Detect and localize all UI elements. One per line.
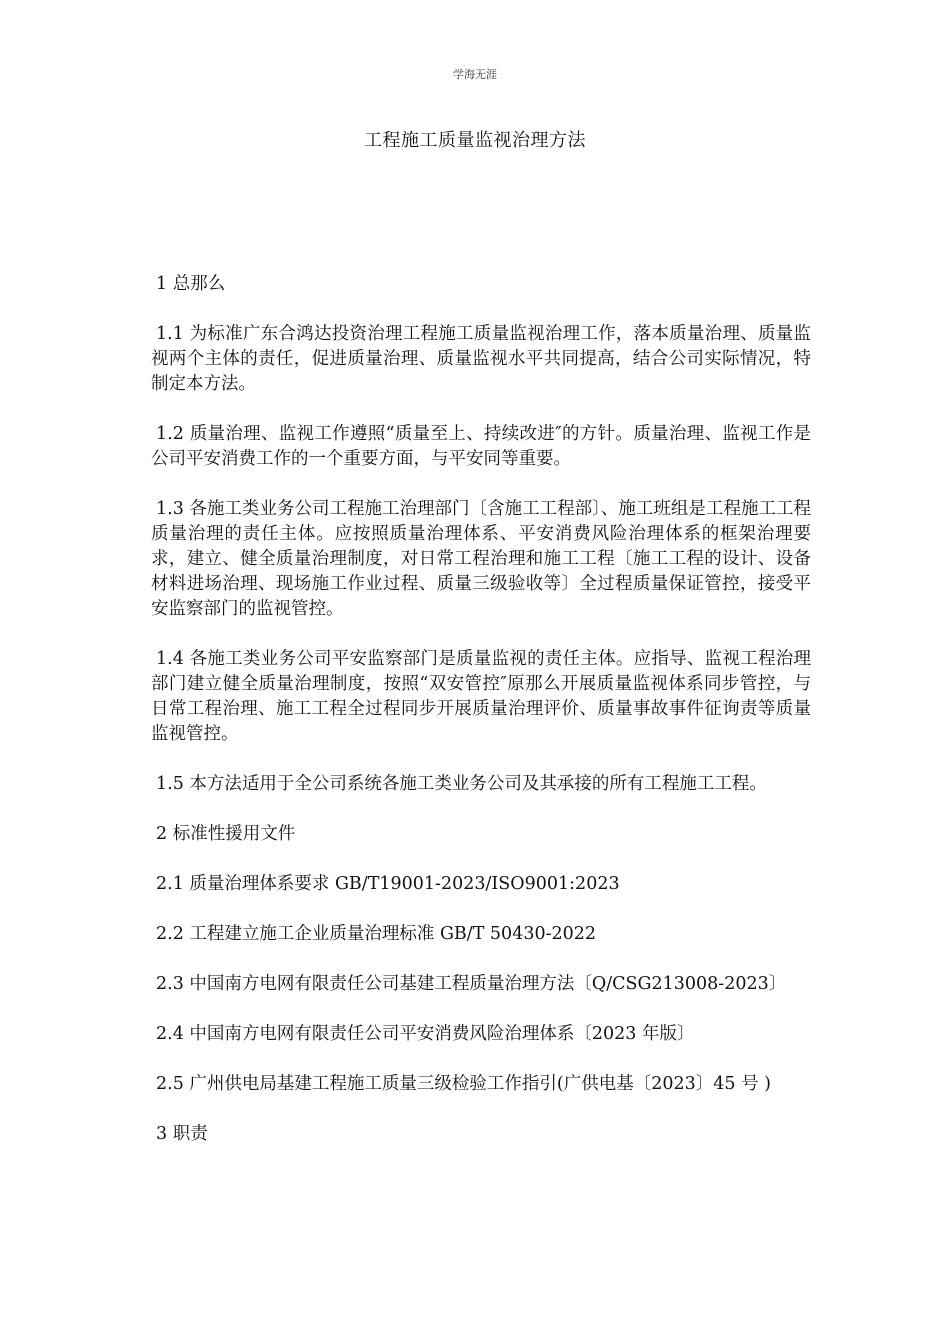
clause-1-4: 1.4 各施工类业务公司平安监察部门是质量监视的责任主体。应指导、监视工程治理部门建立健全质量治理制度，按照“双安管控″原那么开展质量监视体系同步管控，与日常工程治理、施工工程全过程同步开展质量治理评价、质量事故事件征询责等质量监视管控。: [151, 649, 811, 744]
document-title: 工程施工质量监视治理方法: [364, 130, 586, 151]
clause-1-5: 1.5 本方法适用于全公司系统各施工类业务公司及其承接的所有工程施工工程。: [156, 774, 767, 794]
clause-1-3: 1.3 各施工类业务公司工程施工治理部门〔含施工工程部〕、施工班组是工程施工工程质量治理的责任主体。应按照质量治理体系、平安消费风险治理体系的框架治理要求，建立、健全质量治理制度，对日常工程治理和施工工程〔施工工程的设计、设备材料进场治理、现场施工作业过程、质量三级验收等〕全过程质量保证管控，接受平安监察部门的监视管控。: [151, 499, 811, 619]
section-heading-references: 2 标准性援用文件: [156, 824, 296, 844]
reference-2-4: 2.4 中国南方电网有限责任公司平安消费风险治理体系〔2023 年版〕: [156, 1024, 695, 1044]
reference-2-3: 2.3 中国南方电网有限责任公司基建工程质量治理方法〔Q/CSG213008-2023〕: [156, 974, 787, 994]
running-header: 学海无涯: [453, 68, 497, 81]
section-heading-general: 1 总那么: [156, 274, 226, 294]
reference-2-5: 2.5 广州供电局基建工程施工质量三级检验工作指引(广供电基〔2023〕45 号 ): [156, 1074, 771, 1094]
clause-1-2: 1.2 质量治理、监视工作遵照“质量至上、持续改进″的方针。质量治理、监视工作是公司平安消费工作的一个重要方面，与平安同等重要。: [151, 424, 811, 469]
document-body: [151, 272, 811, 1172]
section-heading-duties: 3 职责: [156, 1124, 208, 1144]
clause-1-1: 1.1 为标准广东合鸿达投资治理工程施工质量监视治理工作，落本质量治理、质量监视两个主体的责任，促进质量治理、质量监视水平共同提高，结合公司实际情况，特制定本方法。: [151, 324, 811, 394]
reference-2-1: 2.1 质量治理体系要求 GB/T19001-2023/ISO9001:2023: [156, 874, 620, 894]
reference-2-2: 2.2 工程建立施工企业质量治理标准 GB/T 50430-2022: [156, 924, 597, 944]
